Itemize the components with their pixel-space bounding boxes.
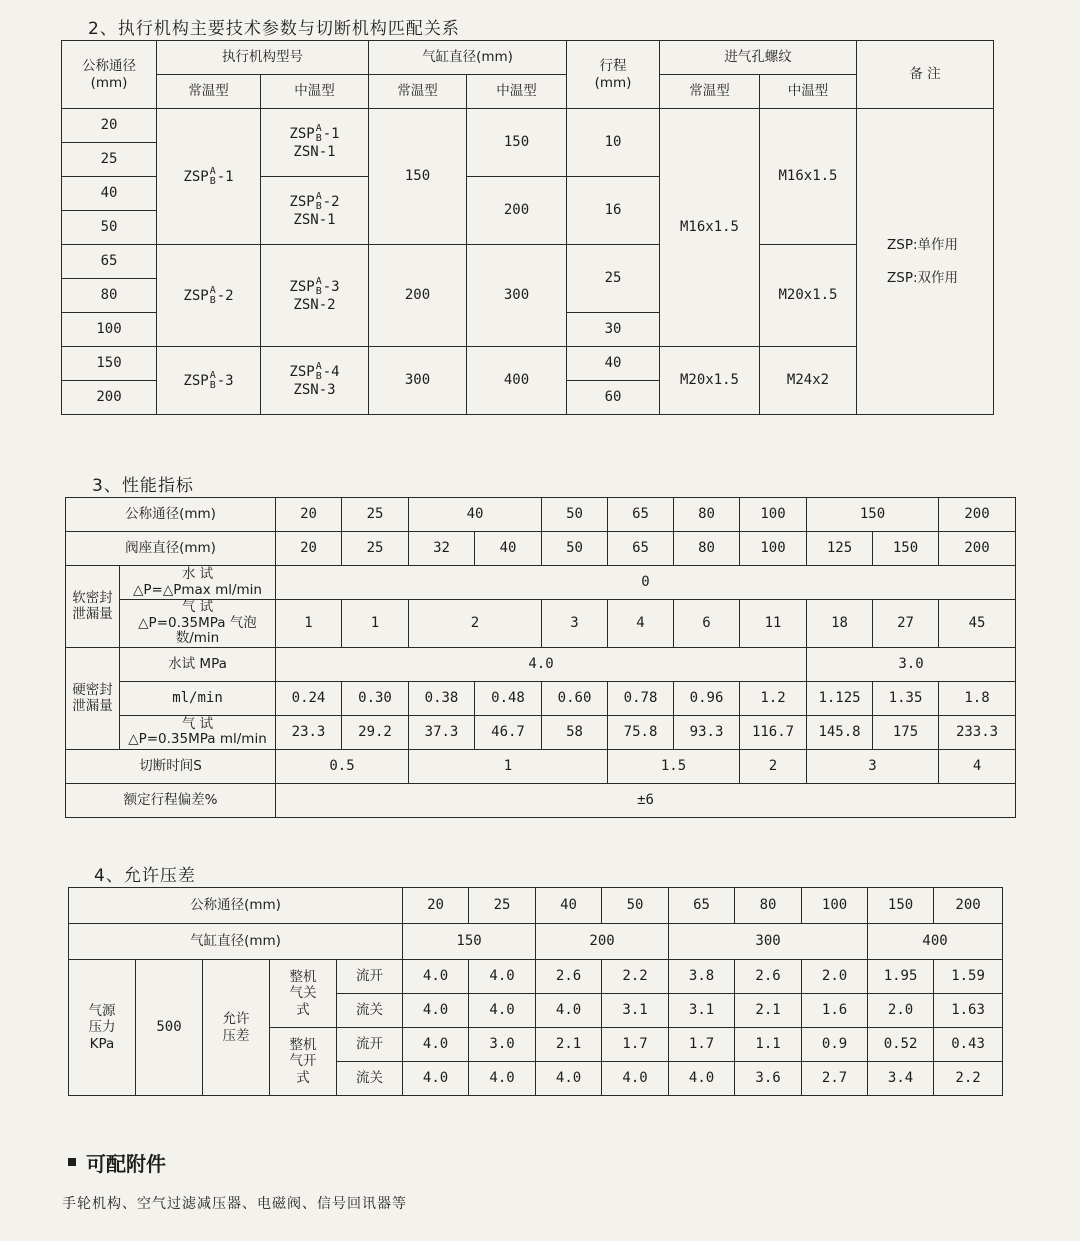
fail-close-label: 整机气关式 [270,960,337,1028]
stroke-value: 25 [567,245,660,313]
nominal-size: 150 [62,347,157,381]
row-nominal-label: 公称通径(mm) [66,498,276,532]
hard-air-cell: 29.2 [342,715,409,749]
cut-time-cell: 1 [409,749,608,783]
stroke-value: 10 [567,109,660,177]
seat-cell: 100 [740,532,807,566]
fc-close-cell: 2.0 [868,994,934,1028]
flow-close-label: 流关 [337,994,403,1028]
nominal-cell: 25 [469,888,536,924]
cut-time-cell: 3 [807,749,939,783]
hard-seal-label: 硬密封泄漏量 [66,647,120,749]
header-normal-temp: 常温型 [369,75,467,109]
seat-cell: 40 [475,532,542,566]
fo-close-cell: 4.0 [469,1062,536,1096]
stroke-value: 40 [567,347,660,381]
hard-ml-cell: 1.35 [873,681,939,715]
cyl-normal: 200 [369,245,467,347]
allowable-pressure-table [68,887,1003,1096]
section4-title: 4、允许压差 [94,866,196,886]
performance-table [65,497,1016,818]
fo-open-cell: 0.43 [934,1028,1003,1062]
hard-ml-cell: 0.96 [674,681,740,715]
fc-close-cell: 1.63 [934,994,1003,1028]
soft-air-cell: 2 [409,600,542,648]
cylinder-cell: 200 [536,924,669,960]
soft-air-cell: 27 [873,600,939,648]
cylinder-cell: 400 [868,924,1003,960]
cylinder-cell: 150 [403,924,536,960]
header-stroke: 行程 (mm) [567,41,660,109]
normal-model: ZSP A B -2 [157,245,261,347]
hard-ml-cell: 0.60 [542,681,608,715]
header-actuator-model: 执行机构型号 [157,41,369,75]
fc-close-cell: 3.1 [602,994,669,1028]
fo-close-cell: 4.0 [602,1062,669,1096]
fo-open-cell: 3.0 [469,1028,536,1062]
fc-open-cell: 3.8 [669,960,735,994]
nominal-cell: 100 [802,888,868,924]
cyl-medium: 150 [467,109,567,177]
fo-close-cell: 4.0 [536,1062,602,1096]
cylinder-cell: 300 [669,924,868,960]
fc-open-cell: 1.59 [934,960,1003,994]
thread-normal: M16x1.5 [660,109,760,347]
flow-open-label: 流开 [337,960,403,994]
soft-air-label: 气 试 △P=0.35MPa 气泡数/min [120,600,276,648]
section3-title: 3、性能指标 [92,476,194,496]
fo-close-cell: 2.7 [802,1062,868,1096]
cut-time-cell: 4 [939,749,1016,783]
normal-model: ZSP A B -1 [157,109,261,245]
hard-air-cell: 23.3 [276,715,342,749]
nominal-size: 40 [62,177,157,211]
air-source-value: 500 [136,960,203,1096]
nominal-cell: 65 [608,498,674,532]
seat-cell: 150 [873,532,939,566]
medium-model: ZSP A B -4 ZSN-3 [261,347,369,415]
nominal-size: 20 [62,109,157,143]
fc-open-cell: 4.0 [469,960,536,994]
stroke-value: 16 [567,177,660,245]
nominal-label: 公称通径(mm) [69,888,403,924]
hard-ml-cell: 0.24 [276,681,342,715]
nominal-cell: 40 [409,498,542,532]
header-medium-temp: 中温型 [467,75,567,109]
soft-air-cell: 1 [276,600,342,648]
fo-open-cell: 0.9 [802,1028,868,1062]
fc-open-cell: 1.95 [868,960,934,994]
header-medium-temp: 中温型 [261,75,369,109]
fc-open-cell: 2.2 [602,960,669,994]
fc-close-cell: 3.1 [669,994,735,1028]
nominal-cell: 20 [276,498,342,532]
air-source-label: 气源压力KPa [69,960,136,1096]
hard-air-cell: 46.7 [475,715,542,749]
cyl-medium: 400 [467,347,567,415]
hard-ml-cell: 0.30 [342,681,409,715]
hard-water-cell: 3.0 [807,647,1016,681]
nominal-size: 50 [62,211,157,245]
hard-ml-cell: 0.78 [608,681,674,715]
hard-ml-label: ml/min [120,681,276,715]
thread-medium: M16x1.5 [760,109,857,245]
header-normal-temp: 常温型 [660,75,760,109]
fc-open-cell: 4.0 [403,960,469,994]
hard-water-cell: 4.0 [276,647,807,681]
seat-cell: 200 [939,532,1016,566]
seat-cell: 65 [608,532,674,566]
seat-cell: 32 [409,532,475,566]
soft-air-cell: 11 [740,600,807,648]
medium-model: ZSP A B -1 ZSN-1 [261,109,369,177]
soft-air-cell: 18 [807,600,873,648]
fc-close-cell: 4.0 [469,994,536,1028]
accessories-text: 手轮机构、空气过滤减压器、电磁阀、信号回讯器等 [62,1196,407,1212]
soft-water-label: 水 试 △P=△Pmax ml/min [120,566,276,600]
fc-close-cell: 4.0 [403,994,469,1028]
flow-open-label: 流开 [337,1028,403,1062]
header-cylinder-diameter: 气缸直径(mm) [369,41,567,75]
soft-air-cell: 4 [608,600,674,648]
nominal-cell: 20 [403,888,469,924]
nominal-cell: 150 [807,498,939,532]
soft-seal-label: 软密封泄漏量 [66,566,120,648]
hard-air-cell: 116.7 [740,715,807,749]
seat-cell: 20 [276,532,342,566]
fc-open-cell: 2.6 [735,960,802,994]
fc-open-cell: 2.6 [536,960,602,994]
cyl-normal: 300 [369,347,467,415]
hard-ml-cell: 1.2 [740,681,807,715]
actuator-params-table [61,40,994,415]
hard-ml-cell: 1.125 [807,681,873,715]
nominal-cell: 80 [735,888,802,924]
hard-air-cell: 233.3 [939,715,1016,749]
hard-air-cell: 175 [873,715,939,749]
fo-open-cell: 1.1 [735,1028,802,1062]
bullet-square-icon [68,1158,76,1166]
soft-air-cell: 3 [542,600,608,648]
normal-model: ZSP A B -3 [157,347,261,415]
seat-cell: 50 [542,532,608,566]
hard-air-cell: 75.8 [608,715,674,749]
nominal-cell: 150 [868,888,934,924]
hard-ml-cell: 0.48 [475,681,542,715]
nominal-cell: 200 [934,888,1003,924]
cut-time-cell: 2 [740,749,807,783]
fc-close-cell: 1.6 [802,994,868,1028]
nominal-cell: 200 [939,498,1016,532]
fo-close-cell: 2.2 [934,1062,1003,1096]
accessories-title: 可配附件 [86,1152,166,1176]
thread-medium: M20x1.5 [760,245,857,347]
remarks: ZSP:单作用 ZSP:双作用 [857,109,994,415]
hard-ml-cell: 1.8 [939,681,1016,715]
hard-ml-cell: 0.38 [409,681,475,715]
nominal-cell: 80 [674,498,740,532]
nominal-cell: 100 [740,498,807,532]
hard-air-cell: 58 [542,715,608,749]
fc-close-cell: 4.0 [536,994,602,1028]
fc-close-cell: 2.1 [735,994,802,1028]
hard-air-label: 气 试 △P=0.35MPa ml/min [120,715,276,749]
fo-open-cell: 2.1 [536,1028,602,1062]
thread-normal: M20x1.5 [660,347,760,415]
thread-medium: M24x2 [760,347,857,415]
cut-time-cell: 1.5 [608,749,740,783]
fo-open-cell: 0.52 [868,1028,934,1062]
cyl-medium: 200 [467,177,567,245]
seat-cell: 25 [342,532,409,566]
soft-air-cell: 45 [939,600,1016,648]
cut-time-label: 切断时间S [66,749,276,783]
nominal-size: 65 [62,245,157,279]
medium-model: ZSP A B -2 ZSN-1 [261,177,369,245]
nominal-cell: 65 [669,888,735,924]
fo-open-cell: 1.7 [669,1028,735,1062]
soft-water-value: 0 [276,566,1016,600]
row-seat-label: 阀座直径(mm) [66,532,276,566]
seat-cell: 80 [674,532,740,566]
fo-close-cell: 4.0 [403,1062,469,1096]
stroke-deviation-value: ±6 [276,783,1016,817]
nominal-size: 80 [62,279,157,313]
nominal-cell: 50 [542,498,608,532]
soft-air-cell: 1 [342,600,409,648]
nominal-size: 25 [62,143,157,177]
allow-label: 允许压差 [203,960,270,1096]
flow-close-label: 流关 [337,1062,403,1096]
nominal-cell: 25 [342,498,409,532]
nominal-size: 100 [62,313,157,347]
seat-cell: 125 [807,532,873,566]
nominal-cell: 50 [602,888,669,924]
cylinder-label: 气缸直径(mm) [69,924,403,960]
header-medium-temp: 中温型 [760,75,857,109]
stroke-value: 60 [567,381,660,415]
cut-time-cell: 0.5 [276,749,409,783]
fc-open-cell: 2.0 [802,960,868,994]
header-nominal: 公称通径 (mm) [62,41,157,109]
fo-open-cell: 1.7 [602,1028,669,1062]
fo-close-cell: 3.6 [735,1062,802,1096]
fo-close-cell: 4.0 [669,1062,735,1096]
nominal-size: 200 [62,381,157,415]
hard-water-label: 水试 MPa [120,647,276,681]
stroke-deviation-label: 额定行程偏差% [66,783,276,817]
cyl-medium: 300 [467,245,567,347]
header-air-inlet-thread: 进气孔螺纹 [660,41,857,75]
stroke-value: 30 [567,313,660,347]
fail-open-label: 整机气开式 [270,1028,337,1096]
nominal-cell: 40 [536,888,602,924]
hard-air-cell: 145.8 [807,715,873,749]
soft-air-cell: 6 [674,600,740,648]
fo-open-cell: 4.0 [403,1028,469,1062]
fo-close-cell: 3.4 [868,1062,934,1096]
medium-model: ZSP A B -3 ZSN-2 [261,245,369,347]
header-remark: 备 注 [857,41,994,109]
hard-air-cell: 93.3 [674,715,740,749]
section2-title: 2、执行机构主要技术参数与切断机构匹配关系 [88,19,460,39]
cyl-normal: 150 [369,109,467,245]
header-normal-temp: 常温型 [157,75,261,109]
hard-air-cell: 37.3 [409,715,475,749]
